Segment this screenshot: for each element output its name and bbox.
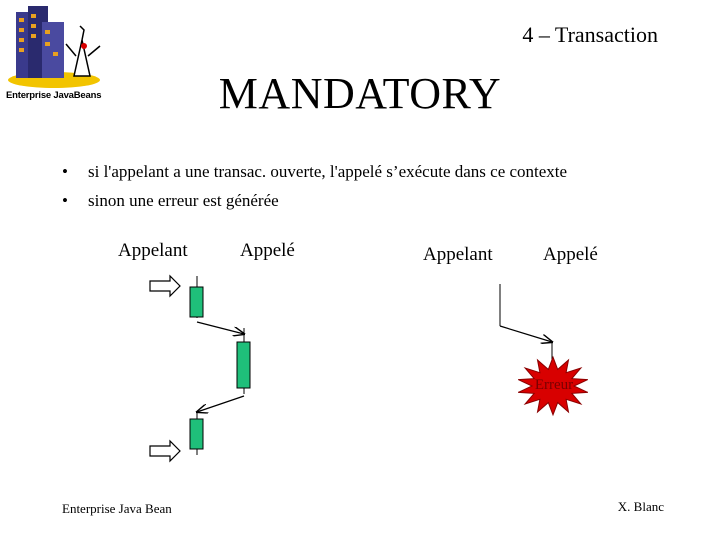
section-label: 4 – Transaction <box>522 22 658 47</box>
bullet-icon: • <box>62 162 68 181</box>
right-call-arrow <box>500 326 552 342</box>
bullet-icon: • <box>62 191 68 210</box>
transaction-start-icon <box>150 276 180 296</box>
callee-transaction-box <box>237 342 250 388</box>
bullet-text: si l'appelant a une transac. ouverte, l'appelé s’exécute dans ce contexte <box>88 162 568 181</box>
bullet-text: sinon une erreur est générée <box>88 191 279 210</box>
footer-left: Enterprise Java Bean <box>62 501 172 516</box>
caller-transaction-box <box>190 287 203 317</box>
call-arrow <box>197 322 244 334</box>
transaction-start-icon <box>150 441 180 461</box>
caller-transaction-box <box>190 419 203 449</box>
left-caller-label: Appelant <box>118 240 188 261</box>
error-label: Erreur <box>534 377 574 393</box>
page-title: MANDATORY <box>218 69 502 118</box>
footer-right: X. Blanc <box>617 499 664 514</box>
right-callee-label: Appelé <box>543 244 598 265</box>
right-caller-label: Appelant <box>423 244 493 265</box>
left-callee-label: Appelé <box>240 240 295 261</box>
logo-text: Enterprise JavaBeans <box>6 90 102 101</box>
return-arrow <box>197 396 244 412</box>
